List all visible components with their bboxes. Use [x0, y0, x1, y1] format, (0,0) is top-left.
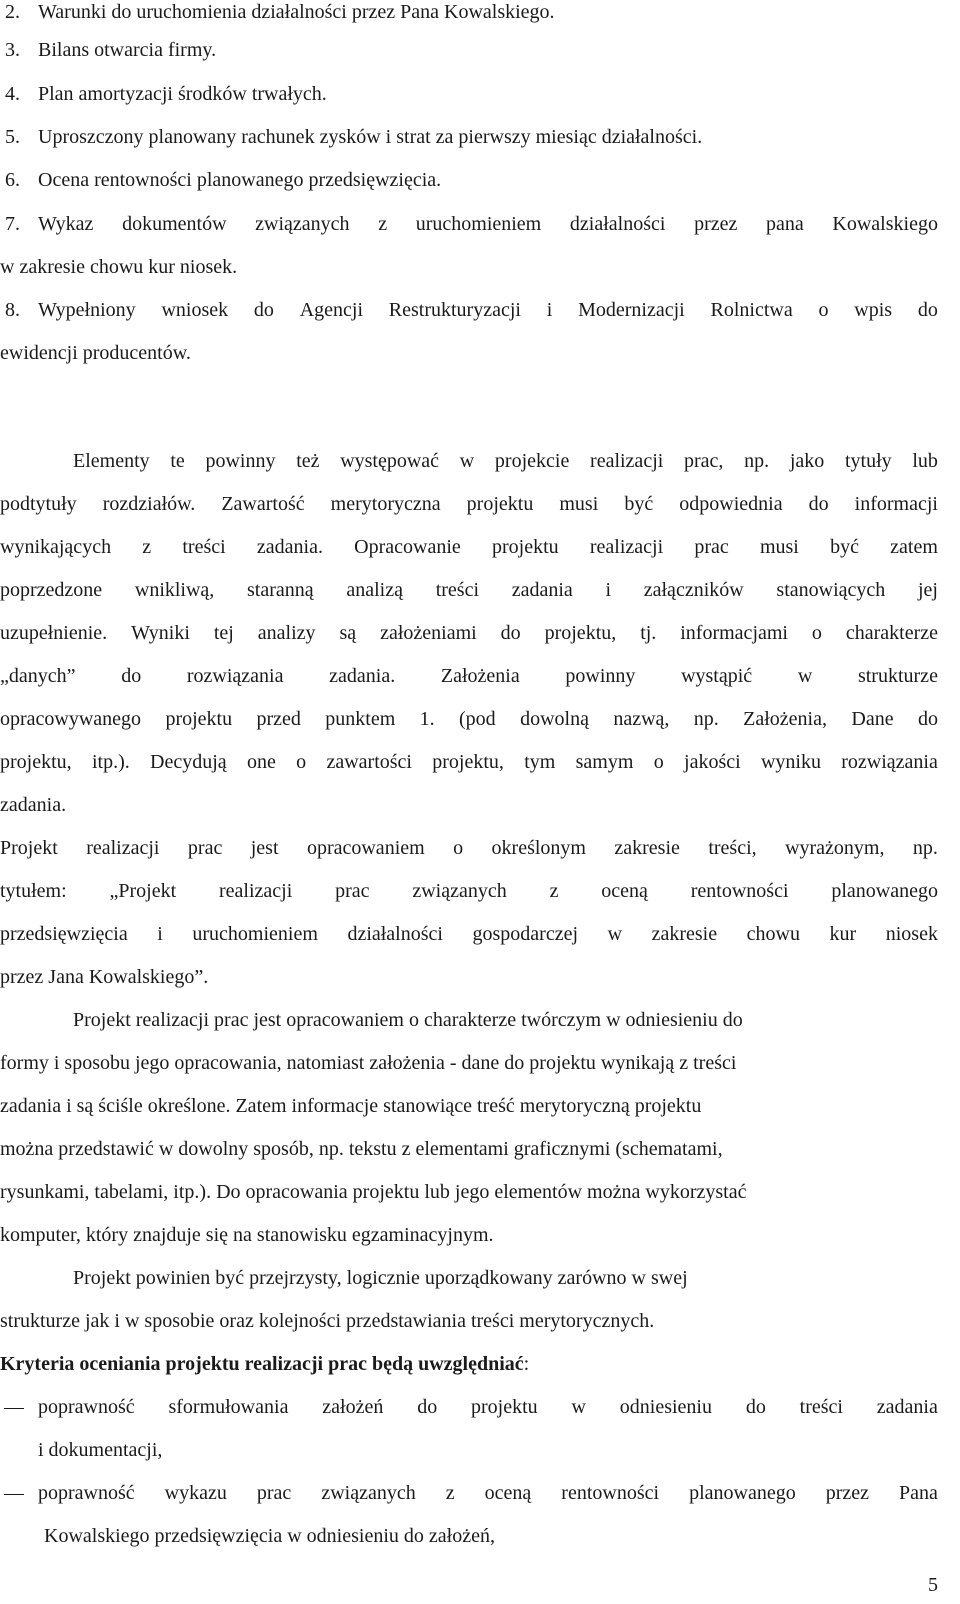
paragraph-line: komputer, który znajduje się na stanowisku egzaminacyjnym. [0, 1224, 494, 1246]
paragraph-line: Projekt realizacji prac jest opracowaniem o określonym zakresie treści, wyrażonym, np. [0, 837, 938, 859]
paragraph-line: poprzedzone wnikliwą, staranną analizą treści zadania i załączników stanowiących jej [0, 579, 938, 601]
list-item-text: Ocena rentowności planowanego przedsięwzięcia. [38, 169, 442, 191]
list-item-continuation: w zakresie chowu kur niosek. [0, 256, 238, 278]
list-item-number: 4. [5, 83, 20, 105]
paragraph-line: podtytuły rozdziałów. Zawartość merytoryczna projektu musi być odpowiednia do informacji [0, 493, 938, 515]
list-item-text: Plan amortyzacji środków trwałych. [38, 83, 327, 105]
paragraph-line: strukturze jak i w sposobie oraz kolejności przedstawiania treści merytorycznych. [0, 1310, 655, 1332]
paragraph-line: rysunkami, tabelami, itp.). Do opracowania projektu lub jego elementów można wykorzystać [0, 1181, 747, 1203]
criteria-item-text: poprawność wykazu prac związanych z oceną rentowności planowanego przez Pana [38, 1482, 938, 1504]
list-item-number: 7. [5, 213, 20, 235]
criteria-heading: Kryteria oceniania projektu realizacji prac będą uwzględniać: [0, 1353, 530, 1375]
criteria-heading-colon: : [523, 1353, 530, 1375]
paragraph-line: Projekt powinien być przejrzysty, logicznie uporządkowany zarówno w swej [73, 1267, 688, 1289]
criteria-item-text: poprawność sformułowania założeń do projektu w odniesieniu do treści zadania [38, 1396, 938, 1418]
paragraph-line: formy i sposobu jego opracowania, natomiast założenia - dane do projektu wynikają z treści [0, 1052, 737, 1074]
list-item-number: 8. [5, 299, 20, 321]
paragraph-line: zadania. [0, 794, 67, 816]
page-number: 5 [928, 1574, 938, 1596]
paragraph-line: przedsięwzięcia i uruchomieniem działalności gospodarczej w zakresie chowu kur niosek [0, 923, 938, 945]
list-item-text: Wykaz dokumentów związanych z uruchomieniem działalności przez pana Kowalskiego [38, 213, 938, 235]
paragraph-line: „danych” do rozwiązania zadania. Założenia powinny wystąpić w strukturze [0, 665, 938, 687]
paragraph-line: opracowywanego projektu przed punktem 1. (pod dowolną nazwą, np. Założenia, Dane do [0, 708, 938, 730]
paragraph-line: można przedstawić w dowolny sposób, np. tekstu z elementami graficznymi (schematami, [0, 1138, 723, 1160]
dash-bullet [4, 1494, 24, 1495]
list-item-number: 3. [5, 39, 20, 61]
list-item-number: 5. [5, 126, 20, 148]
paragraph-line: uzupełnienie. Wyniki tej analizy są założeniami do projektu, tj. informacjami o charakterze [0, 622, 938, 644]
list-item-text: Bilans otwarcia firmy. [38, 39, 217, 61]
paragraph-line: tytułem: „Projekt realizacji prac związanych z oceną rentowności planowanego [0, 880, 938, 902]
paragraph-line: wynikających z treści zadania. Opracowanie projektu realizacji prac musi być zatem [0, 536, 938, 558]
paragraph-line: Projekt realizacji prac jest opracowaniem o charakterze twórczym w odniesieniu do [73, 1009, 743, 1031]
list-item-text: Warunki do uruchomienia działalności przez Pana Kowalskiego. [38, 1, 555, 23]
paragraph-line: przez Jana Kowalskiego”. [0, 966, 209, 988]
criteria-item-continuation: Kowalskiego przedsięwzięcia w odniesieniu do założeń, [44, 1525, 495, 1547]
paragraph-line: projektu, itp.). Decydują one o zawartości projektu, tym samym o jakości wyniku rozwiązania [0, 751, 938, 773]
list-item-number: 6. [5, 169, 20, 191]
list-item-number: 2. [5, 1, 20, 23]
dash-bullet [4, 1408, 24, 1409]
list-item-text: Uproszczony planowany rachunek zysków i strat za pierwszy miesiąc działalności. [38, 126, 703, 148]
list-item-text: Wypełniony wniosek do Agencji Restrukturyzacji i Modernizacji Rolnictwa o wpis do [38, 299, 938, 321]
paragraph-line: Elementy te powinny też występować w projekcie realizacji prac, np. jako tytuły lub [73, 450, 938, 472]
paragraph-line: zadania i są ściśle określone. Zatem informacje stanowiące treść merytoryczną projektu [0, 1095, 702, 1117]
list-item-continuation: ewidencji producentów. [0, 342, 191, 364]
criteria-item-continuation: i dokumentacji, [38, 1439, 163, 1461]
